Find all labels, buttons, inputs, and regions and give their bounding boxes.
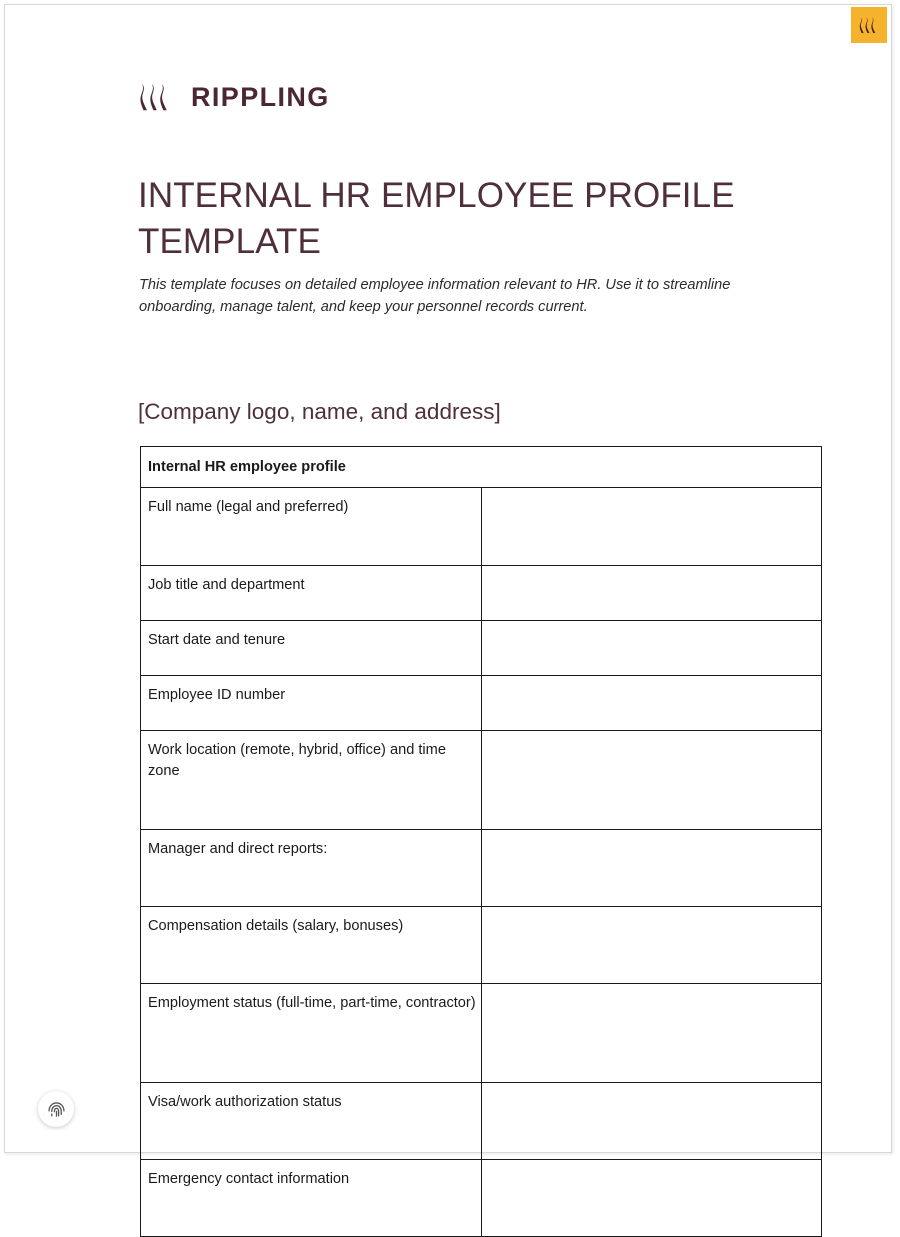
page-title: INTERNAL HR EMPLOYEE PROFILE TEMPLATE	[138, 176, 735, 261]
brand-wordmark: RIPPLING	[191, 82, 330, 112]
table-row	[141, 731, 822, 830]
row-value-work-location[interactable]	[481, 731, 822, 830]
row-label-employee-id: Employee ID number	[141, 676, 482, 731]
row-label-start-date-tenure: Start date and tenure	[141, 621, 482, 676]
fingerprint-button[interactable]	[38, 1091, 74, 1127]
internal-hr-employee-profile-table	[140, 446, 822, 1237]
table-row	[141, 488, 822, 566]
row-value-visa-work-authorization[interactable]	[481, 1083, 822, 1160]
row-label-manager-direct-reports: Manager and direct reports:	[141, 830, 482, 907]
table-row	[141, 830, 822, 907]
row-value-job-title-department[interactable]	[481, 566, 822, 621]
row-value-employee-id[interactable]	[481, 676, 822, 731]
row-label-emergency-contact: Emergency contact information	[141, 1160, 482, 1237]
row-value-employment-status[interactable]	[481, 984, 822, 1083]
brand-lockup	[136, 83, 330, 112]
row-label-compensation-details: Compensation details (salary, bonuses)	[141, 907, 482, 984]
table-row	[141, 907, 822, 984]
row-label-full-name: Full name (legal and preferred)	[141, 488, 482, 566]
table-row	[141, 621, 822, 676]
row-value-manager-direct-reports[interactable]	[481, 830, 822, 907]
table-header-row	[141, 447, 822, 488]
row-value-start-date-tenure[interactable]	[481, 621, 822, 676]
table-row	[141, 984, 822, 1083]
table-row	[141, 676, 822, 731]
document-page	[4, 4, 892, 1188]
table-header-label: Internal HR employee profile	[141, 447, 822, 488]
fingerprint-icon	[46, 1099, 67, 1120]
company-info-placeholder-heading: [Company logo, name, and address]	[138, 399, 501, 424]
row-label-visa-work-authorization: Visa/work authorization status	[141, 1083, 482, 1160]
page-subtitle: This template focuses on detailed employee information relevant to HR. Use it to streamline onboarding, manage talent, and keep your personnel records current.	[139, 277, 731, 315]
rippling-waves-icon	[136, 83, 178, 112]
row-label-employment-status: Employment status (full-time, part-time, contractor)	[141, 984, 482, 1083]
row-value-compensation-details[interactable]	[481, 907, 822, 984]
row-value-full-name[interactable]	[481, 488, 822, 566]
rippling-corner-badge[interactable]	[851, 7, 887, 43]
row-label-job-title-department: Job title and department	[141, 566, 482, 621]
table-row	[141, 566, 822, 621]
rippling-waves-icon	[860, 17, 879, 34]
table-row	[141, 1083, 822, 1160]
row-value-emergency-contact[interactable]	[481, 1160, 822, 1237]
table-row	[141, 1160, 822, 1237]
row-label-work-location: Work location (remote, hybrid, office) and time zone	[141, 731, 482, 830]
